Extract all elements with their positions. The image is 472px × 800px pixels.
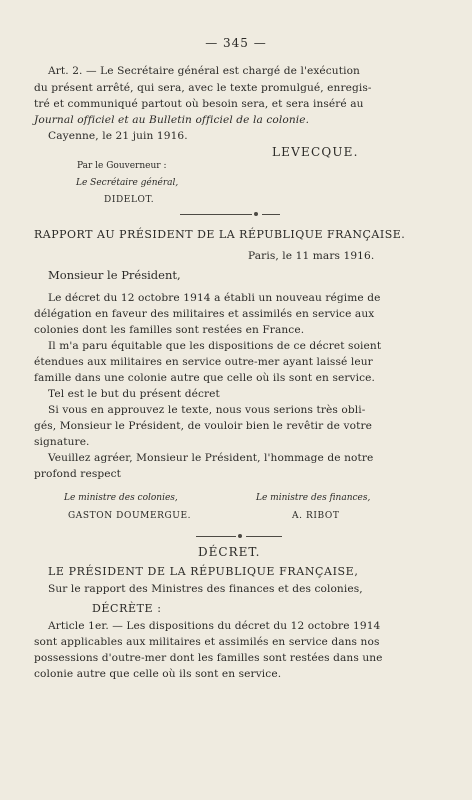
finances-minister-name: A. RIBOT (292, 511, 340, 521)
colonies-minister-title: Le ministre des colonies, (64, 493, 178, 503)
report-heading: RAPPORT AU PRÉSIDENT DE LA RÉPUBLIQUE FRANÇAISE. (34, 228, 406, 241)
decree-decrete: DÉCRÈTE : (92, 602, 162, 615)
report-line-6: famille dans une colonie autre que celle où ils sont en service. (34, 372, 375, 384)
decree-article-line-2: sont applicables aux militaires et assimilés en service dans nos (34, 636, 380, 648)
secretary-title: Le Secrétaire général, (76, 178, 179, 188)
decree-report-line: Sur le rapport des Ministres des finances et des colonies, (48, 583, 363, 595)
report-place-date: Paris, le 11 mars 1916. (248, 250, 375, 262)
colonies-minister-name: GASTON DOUMERGUE. (68, 511, 192, 521)
by-governor-line: Par le Gouverneur : (77, 161, 167, 171)
report-line-7: Tel est le but du présent décret (48, 388, 220, 400)
report-line-5: étendues aux militaires en service outre-mer ayant laissé leur (34, 356, 373, 368)
decree-article-line-1: Article 1er. — Les dispositions du décret du 12 octobre 1914 (48, 620, 381, 632)
arrete-line-2: du présent arrêté, qui sera, avec le texte promulgué, enregis- (34, 82, 372, 94)
decree-heading: DÉCRET. (198, 545, 261, 559)
report-line-2: délégation en faveur des militaires et assimilés en service aux (34, 308, 375, 320)
arrete-date: Cayenne, le 21 juin 1916. (48, 130, 188, 142)
report-line-12: profond respect (34, 468, 122, 480)
finances-minister-title: Le ministre des finances, (256, 493, 371, 503)
report-salutation: Monsieur le Président, (48, 268, 181, 282)
arrete-line-1: Art. 2. — Le Secrétaire général est chargé de l'exécution (48, 65, 360, 77)
decree-article-line-4: colonie autre que celle où ils sont en service. (34, 668, 282, 680)
report-line-8: Si vous en approuvez le texte, nous vous serions très obli- (48, 404, 366, 416)
report-line-11: Veuillez agréer, Monsieur le Président, l'hommage de notre (48, 452, 374, 464)
report-line-3: colonies dont les familles sont restées en France. (34, 324, 305, 336)
decree-president-line: LE PRÉSIDENT DE LA RÉPUBLIQUE FRANÇAISE, (48, 565, 359, 578)
report-line-1: Le décret du 12 octobre 1914 a établi un nouveau régime de (48, 292, 381, 304)
decree-article-line-3: possessions d'outre-mer dont les familles sont restées dans une (34, 652, 383, 664)
arrete-line-4: Journal officiel et au Bulletin officiel de la colonie. (34, 114, 310, 126)
secretary-name: DIDELOT. (104, 195, 155, 205)
arrete-line-3: tré et communiqué partout où besoin sera, et sera inséré au (34, 98, 364, 110)
report-line-4: Il m'a paru équitable que les dispositions de ce décret soient (48, 340, 382, 352)
report-line-9: gés, Monsieur le Président, de vouloir bien le revêtir de votre (34, 420, 372, 432)
signatory-name: LEVECQUE. (272, 145, 359, 159)
report-line-10: signature. (34, 436, 90, 448)
page-number: — 345 — (205, 36, 267, 50)
